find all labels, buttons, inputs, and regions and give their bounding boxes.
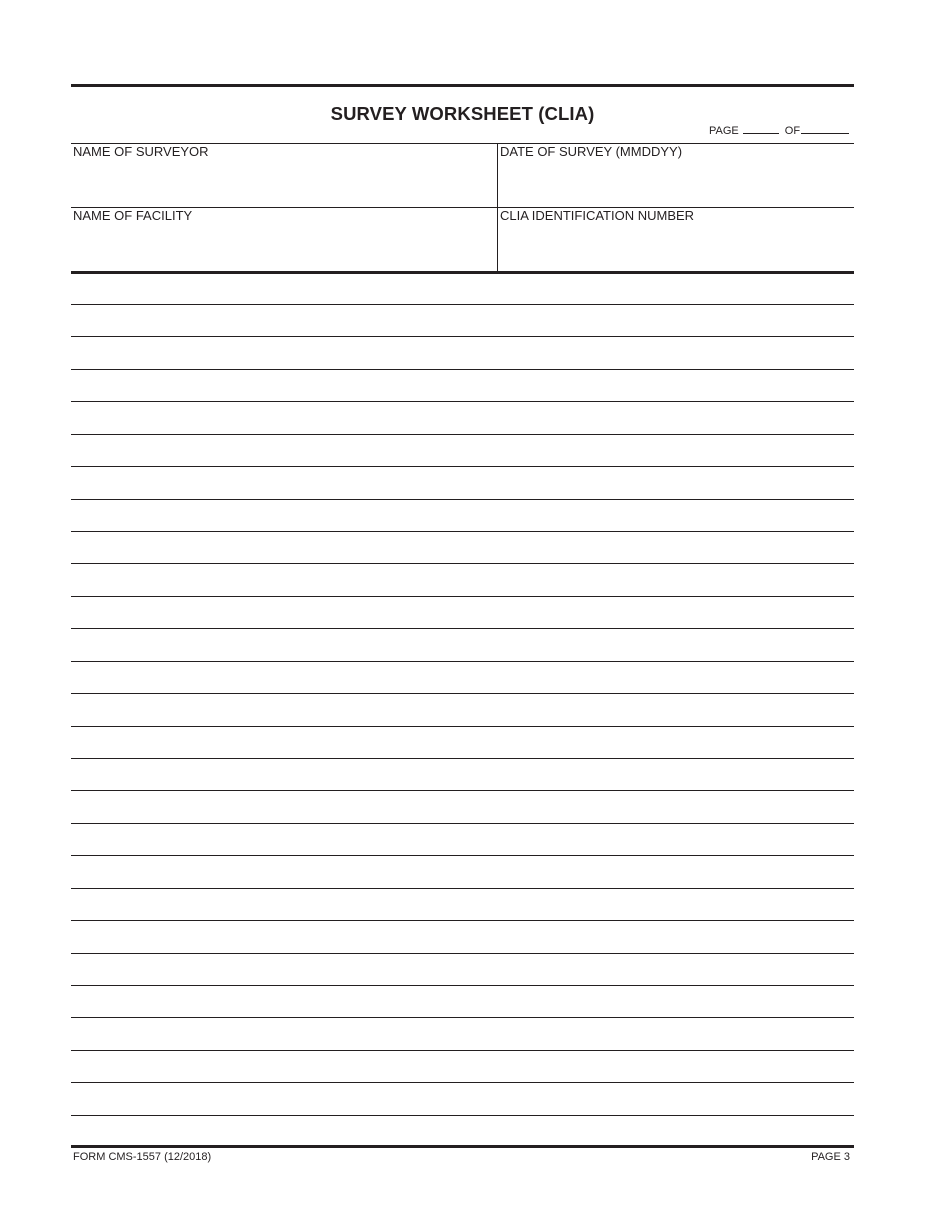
worksheet-line [71,499,854,500]
worksheet-line [71,758,854,759]
worksheet-line [71,1017,854,1018]
clia-id-cell [498,208,854,271]
worksheet-writing-area[interactable] [71,274,854,1144]
surveyor-name-input[interactable] [75,164,493,198]
survey-date-input[interactable] [502,164,850,198]
facility-name-input[interactable] [75,228,493,262]
worksheet-line [71,434,854,435]
worksheet-line [71,726,854,727]
page-label: PAGE [709,125,739,137]
worksheet-line [71,855,854,856]
worksheet-line [71,563,854,564]
worksheet-line [71,596,854,597]
worksheet-line [71,628,854,629]
worksheet-line [71,661,854,662]
worksheet-line [71,1115,854,1116]
form-title: SURVEY WORKSHEET (CLIA) [330,103,595,124]
worksheet-line [71,531,854,532]
worksheet-line [71,336,854,337]
surveyor-name-label: NAME OF SURVEYOR [73,144,209,159]
survey-date-cell [498,144,854,207]
footer-rule [71,1145,854,1148]
worksheet-line [71,693,854,694]
page-number: PAGE 3 [811,1151,850,1163]
clia-id-label: CLIA IDENTIFICATION NUMBER [500,208,695,223]
worksheet-line [71,1082,854,1083]
page-number-field[interactable] [743,123,779,134]
clia-id-input[interactable] [502,228,850,262]
worksheet-ruled-area [71,272,854,1145]
total-pages-field[interactable] [801,123,849,134]
worksheet-line [71,823,854,824]
worksheet-line [71,401,854,402]
of-label: OF [784,125,801,137]
worksheet-line [71,920,854,921]
worksheet-line [71,1050,854,1051]
surveyor-name-cell [71,144,497,207]
worksheet-line [71,985,854,986]
worksheet-line [71,466,854,467]
facility-name-cell [71,208,497,271]
page-count-indicator [709,123,849,138]
top-border-rule [71,84,854,87]
form-number: FORM CMS-1557 (12/2018) [73,1151,212,1163]
worksheet-line [71,953,854,954]
worksheet-line [71,888,854,889]
facility-name-label: NAME OF FACILITY [73,208,193,223]
survey-date-label: DATE OF SURVEY (MMDDYY) [500,144,683,159]
worksheet-line [71,369,854,370]
worksheet-line [71,304,854,305]
worksheet-line [71,790,854,791]
